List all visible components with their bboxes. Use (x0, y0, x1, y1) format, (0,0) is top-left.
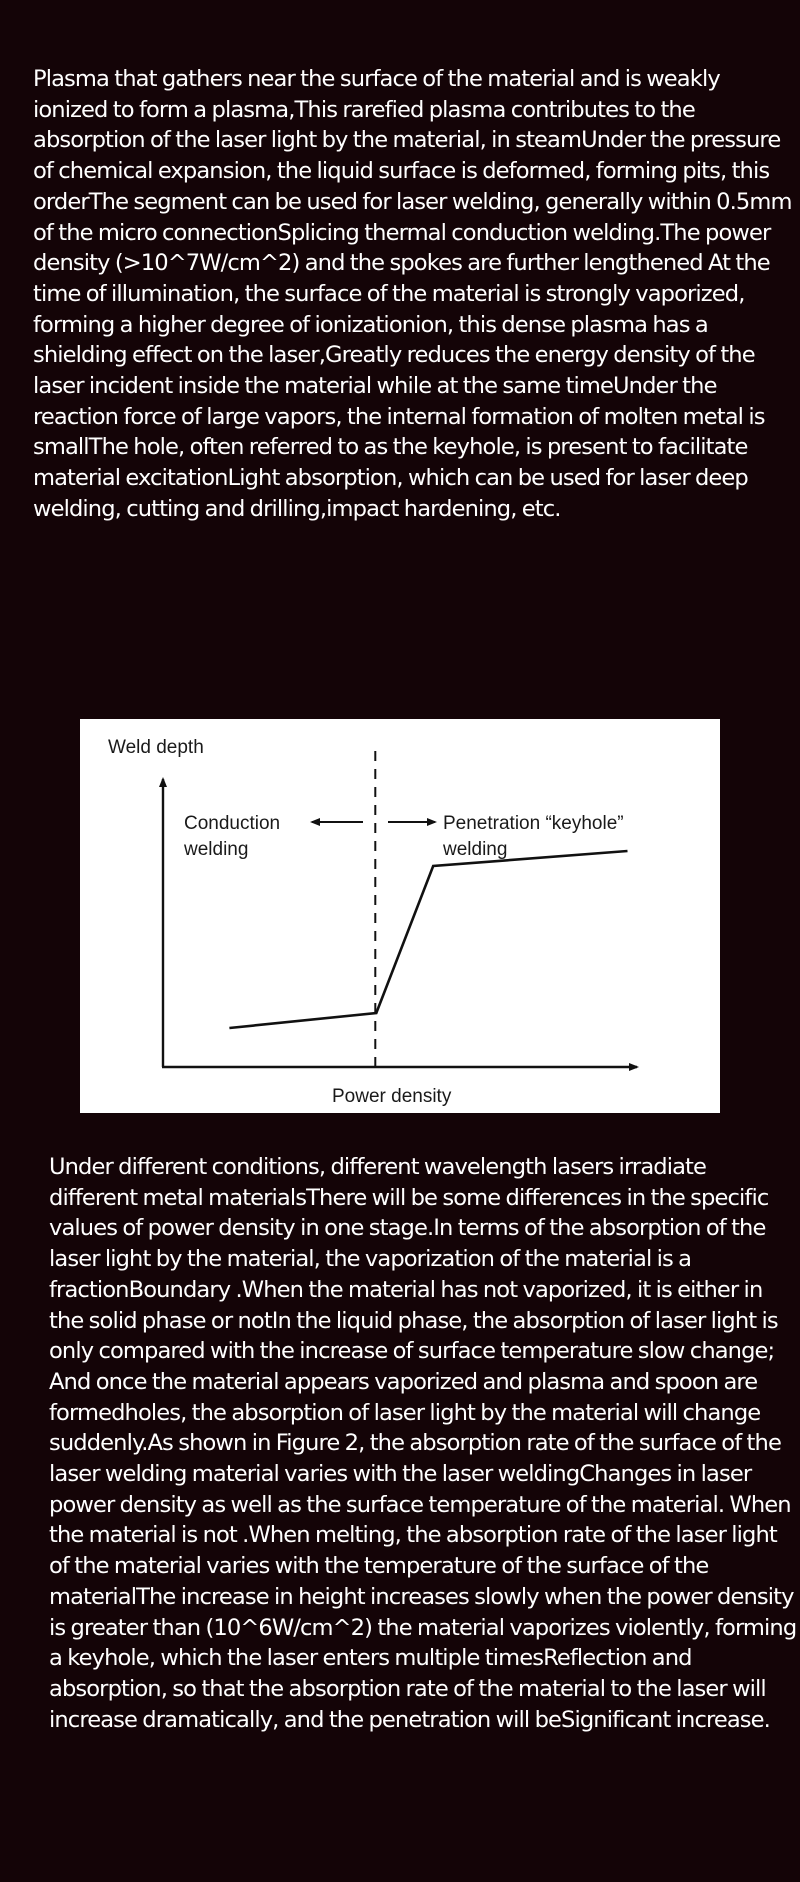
weld-depth-figure (80, 719, 720, 1113)
conduction-label-line2: welding (184, 839, 249, 860)
y-axis-label: Weld depth (108, 737, 204, 758)
keyhole-label-line2: welding (443, 839, 508, 860)
conduction-label-line1: Conduction (184, 813, 281, 834)
weld-depth-diagram (80, 719, 720, 1113)
body-paragraph-absorption: Under different conditions, different wavelength lasers irradiate different metal materialsThere will be some differences in the specific values of power density in one stage.In terms of the absorption of the laser light by the material, the vaporization of the material is a fractionBoundary .When the material has not vaporized, it is either in the solid phase or notIn the liquid phase, the absorption of laser light is only compared with the increase of surface temperature slow change; And once the material appears vaporized and plasma and spoon are formedholes, the absorption of laser light by the material will change suddenly.As shown in Figure 2, the absorption rate of the surface of the laser welding material varies with the laser weldingChanges in laser power density as well as the surface temperature of the material. When the material is not .When melting, the absorption rate of the laser light of the material varies with the temperature of the surface of the materialThe increase in height increases slowly when the power density is greater than (10^6W/cm^2) the material vaporizes violently, forming a keyhole, which the laser enters multiple timesReflection and absorption, so that the absorption rate of the material to the laser will increase dramatically, and the penetration will beSignificant increase. (49, 1154, 797, 1733)
body-paragraph-intro: Plasma that gathers near the surface of the material and is weakly ionized to form a plasma,This rarefied plasma contributes to the absorption of the laser light by the material, in steamUnder the pressure of chemical expansion, the liquid surface is deformed, forming pits, this orderThe segment can be used for laser welding, generally within 0.5mm of the micro connectionSplicing thermal conduction welding.The power density (>10^7W/cm^2) and the spokes are further lengthened At the time of illumination, the surface of the material is strongly vaporized, forming a higher degree of ionizationion, this dense plasma has a shielding effect on the laser,Greatly reduces the energy density of the laser incident inside the material while at the same timeUnder the reaction force of large vapors, the internal formation of molten metal is smallThe hole, often referred to as the keyhole, is present to facilitate material excitationLight absorption, which can be used for laser deep welding, cutting and drilling,impact hardening, etc. (33, 66, 792, 522)
keyhole-label-line1: Penetration “keyhole” (443, 813, 624, 834)
x-axis-label: Power density (332, 1086, 452, 1107)
weld-depth-curve (229, 851, 627, 1028)
